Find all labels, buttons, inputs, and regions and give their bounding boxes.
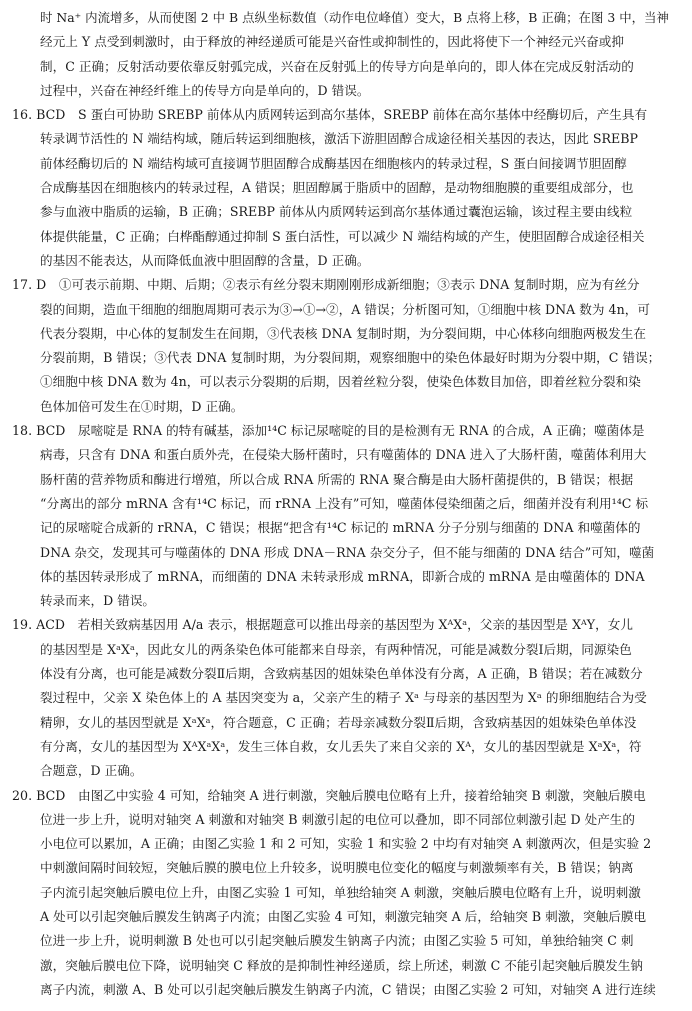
- text-line: 转录而来，D 错误。: [40, 593, 156, 609]
- question-start-line: 16. BCD S 蛋白可协助 SREBP 前体从内质网转运到高尔基体，SREBP 前体在高尔基体中经酶切后，产生具有: [12, 107, 648, 123]
- text-line: A 处可以引起突触后膜发生钠离子内流；由图乙实验 4 可知，刺激完轴突 A 后，给轴突 B 刺激，突触后膜电: [40, 908, 647, 924]
- text-line: 位进一步上升，说明刺激 B 处也可以引起突触后膜发生钠离子内流；由图乙实验 5 可知，单独给轴突 C 刺: [40, 933, 634, 949]
- text-line: 小电位可以累加，A 正确；由图乙实验 1 和 2 可知，实验 1 和实验 2 中均有对轴突 A 刺激两次，但是实验 2: [40, 836, 652, 852]
- text-line: 子内流引起突触后膜电位上升，由图乙实验 1 可知，单独给轴突 A 刺激，突触后膜电位略有上升，说明刺激: [40, 884, 641, 900]
- text-line: 有分离，女儿的基因型为 XᴬXᵃXᵃ，发生三体自救，女儿丢失了来自父亲的 Xᴬ，女儿的基因型就是 XᵃXᵃ，符: [40, 738, 642, 754]
- text-line: 病毒，只含有 DNA 和蛋白质外壳，在侵染大肠杆菌时，只有噬菌体的 DNA 进入了大肠杆菌，噬菌体利用大: [40, 447, 647, 463]
- text-line: “分离出的部分 mRNA 含有¹⁴C 标记，而 rRNA 上没有”可知，噬菌体侵染细菌之后，细菌并没有利用¹⁴C 标: [40, 495, 649, 511]
- question-start-line: 20. BCD 由图乙中实验 4 可知，给轴突 A 进行刺激，突触后膜电位略有上升，接着给轴突 B 刺激，突触后膜电: [12, 787, 646, 803]
- text-line: DNA 杂交，发现其可与噬菌体的 DNA 形成 DNA－RNA 杂交分子，但不能与细菌的 DNA 结合”可知，噬菌: [40, 544, 655, 560]
- question-start-line: 18. BCD 尿嘧啶是 RNA 的特有碱基，添加¹⁴C 标记尿嘧啶的目的是检测有无 RNA 的合成，A 正确；噬菌体是: [12, 423, 645, 439]
- text-line: 体没有分离，也可能是减数分裂Ⅱ后期，含致病基因的姐妹染色单体没有分离，A 正确，B 错误；若在减数分: [40, 666, 643, 682]
- text-line: 合题意，D 正确。: [40, 763, 143, 779]
- question-start-line: 17. D ①可表示前期、中期、后期；②表示有丝分裂末期刚刚形成新细胞；③表示 DNA 复制时期，应为有丝分: [12, 277, 640, 293]
- text-line: 肠杆菌的营养物质和酶进行增殖，所以合成 RNA 所需的 RNA 聚合酶是由大肠杆菌提供的，B 错误；根据: [40, 471, 634, 487]
- text-line: 激，突触后膜电位下降，说明轴突 C 释放的是抑制性神经递质，综上所述，刺激 C 不能引起突触后膜发生钠: [40, 957, 644, 973]
- text-line: 转录调节活性的 N 端结构域，随后转运到细胞核，激活下游胆固醇合成途径相关基因的表达，因此 SREBP: [40, 131, 639, 147]
- text-line: 过程中，兴奋在神经纤维上的传导方向是单向的，D 错误。: [40, 82, 370, 98]
- text-line: 合成酶基因在细胞核内的转录过程，A 错误；胆固醇属于脂质中的固醇，是动物细胞膜的重要组成部分，也: [40, 180, 634, 196]
- text-line: 裂的间期，造血干细胞的细胞周期可表示为③→①→②，A 错误；分析图可知，①细胞中核 DNA 数为 4n，可: [40, 301, 650, 317]
- text-line: 制，C 正确；反射活动要依靠反射弧完成，兴奋在反射弧上的传导方向是单向的，即人体在完成反射活动的: [40, 58, 634, 74]
- text-line: 体的基因转录形成了 mRNA，而细菌的 DNA 未转录形成 mRNA，即新合成的 mRNA 是由噬菌体的 DNA: [40, 568, 645, 584]
- text-line: 分裂前期，B 错误；③代表 DNA 复制时期，为分裂间期，观察细胞中的染色体最好时期为分裂中期，C 错误；: [40, 350, 661, 366]
- text-line: 离子内流，刺激 A、B 处可以引起突触后膜发生钠离子内流，C 错误；由图乙实验 2 可知，对轴突 A 进行连续: [40, 981, 656, 997]
- text-line: 前体经酶切后的 N 端结构域可直接调节胆固醇合成酶基因在细胞核内的转录过程，S 蛋白间接调节胆固醇: [40, 155, 627, 171]
- text-line: 代表分裂期，中心体的复制发生在间期，③代表核 DNA 复制时期，为分裂间期，中心体移向细胞两极发生在: [40, 325, 646, 341]
- text-line: ①细胞中核 DNA 数为 4n，可以表示分裂期的后期，因着丝粒分裂，使染色体数目加倍，即着丝粒分裂和染: [40, 374, 641, 390]
- text-line: 记的尿嘧啶合成新的 rRNA，C 错误；根据“把含有¹⁴C 标记的 mRNA 分子分别与细菌的 DNA 和噬菌体的: [40, 520, 641, 536]
- text-line: 体提供能量，C 正确；白桦酯醇通过抑制 S 蛋白活性，可以减少 N 端结构域的产生，使胆固醇合成途径相关: [40, 228, 645, 244]
- text-line: 的基因型是 XᵃXᵃ，因此女儿的两条染色体可能都来自母亲，有两种情况，可能是减数分裂Ⅰ后期，同源染色: [40, 641, 632, 657]
- text-line: 裂过程中，父亲 X 染色体上的 A 基因突变为 a，父亲产生的精子 Xᵃ 与母亲的基因型为 Xᵃ 的卵细胞结合为受: [40, 690, 647, 706]
- text-line: 时 Na⁺ 内流增多，从而使图 2 中 B 点纵坐标数值（动作电位峰值）变大，B 点将上移，B 正确；在图 3 中，当神: [40, 10, 669, 25]
- question-start-line: 19. ACD 若相关致病基因用 A/a 表示，根据题意可以推出母亲的基因型为 XᴬXᵃ，父亲的基因型是 XᴬY，女儿: [12, 617, 633, 633]
- text-line: 位进一步上升，说明对轴突 A 刺激和对轴突 B 刺激引起的电位可以叠加，即不同部位刺激引起 D 处产生的: [40, 811, 636, 827]
- text-line: 中刺激间隔时间较短，突触后膜的膜电位上升较多，说明膜电位变化的幅度与刺激频率有关，B 错误；钠离: [40, 860, 634, 876]
- text-line: 经元上 Y 点受到刺激时，由于释放的神经递质可能是兴奋性或抑制性的，因此将使下一个神经元兴奋或抑: [40, 34, 624, 50]
- text-line: 色体加倍可发生在①时期，D 正确。: [40, 398, 244, 414]
- text-line: 参与血液中脂质的运输，B 正确；SREBP 前体从内质网转运到高尔基体通过囊泡运输，该过程主要由线粒: [40, 204, 633, 220]
- text-line: 精卵，女儿的基因型就是 XᵃXᵃ，符合题意，C 正确；若母亲减数分裂Ⅱ后期，含致病基因的姐妹染色单体没: [40, 714, 637, 730]
- text-line: 的基因不能表达，从而降低血液中胆固醇的含量，D 正确。: [40, 252, 370, 268]
